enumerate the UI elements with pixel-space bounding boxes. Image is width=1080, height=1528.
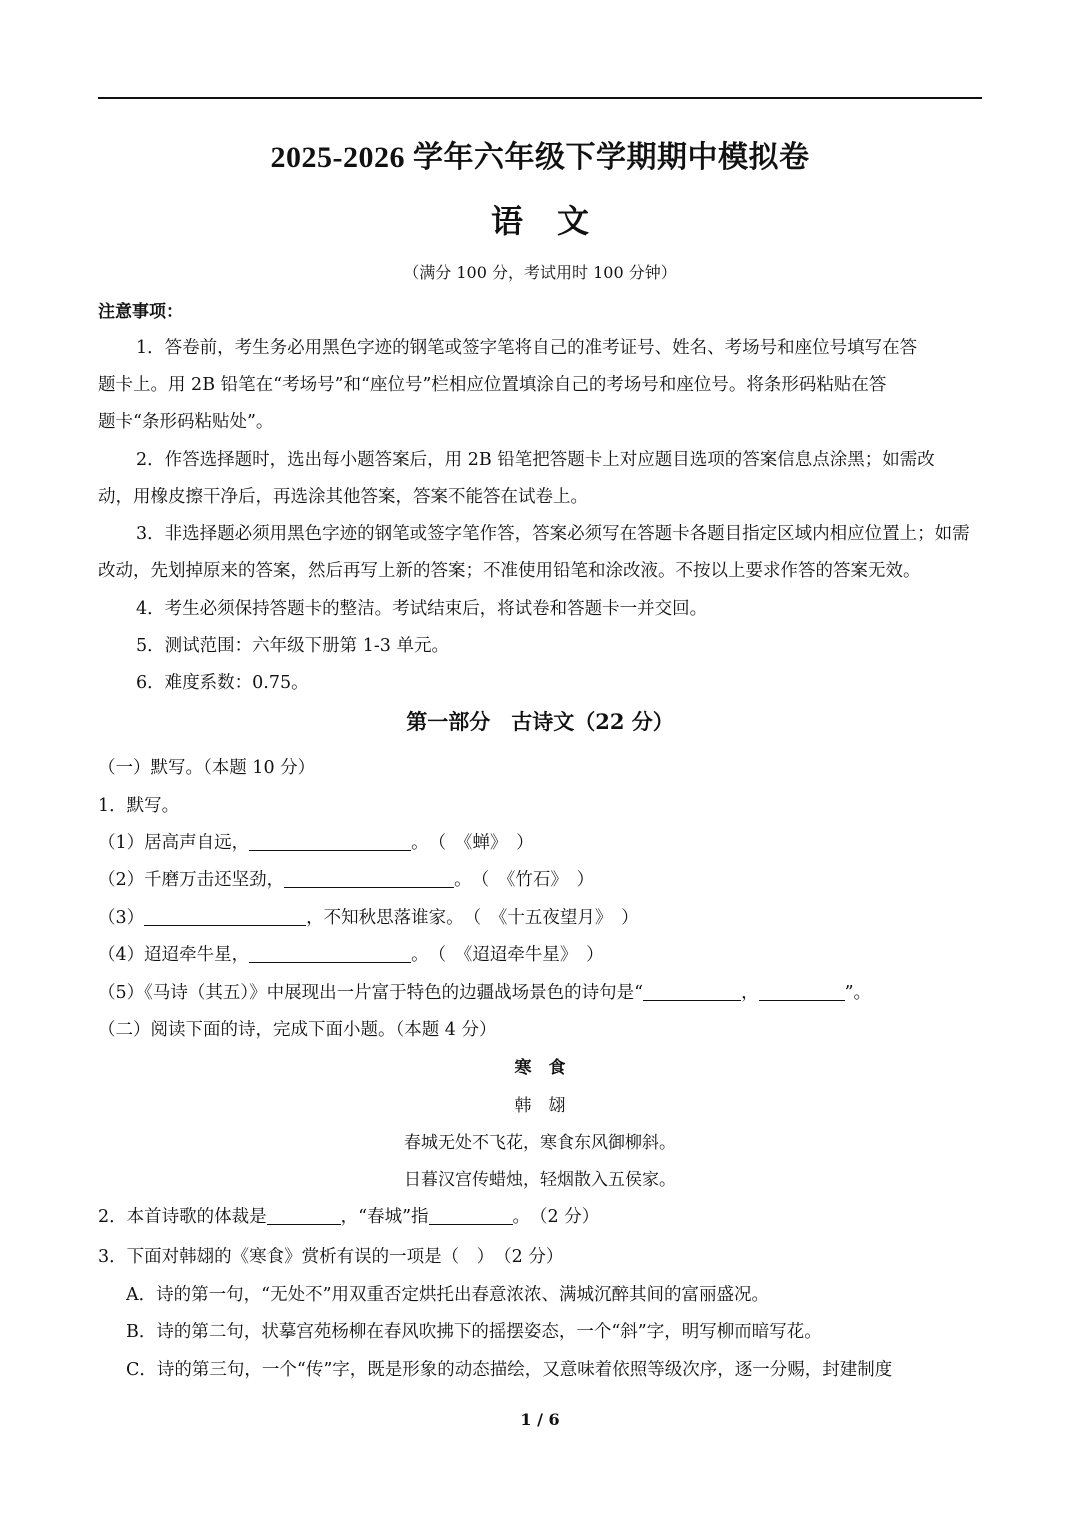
section-heading: （二）阅读下面的诗，完成下面小题。（本题 4 分）	[98, 1020, 497, 1040]
question-text: 。 （ 《竹石》 ）	[454, 870, 595, 890]
page-number: 1 / 6	[520, 1410, 560, 1429]
exam-meta: （满分 100 分，考试用时 100 分钟）	[403, 263, 677, 282]
answer-blank[interactable]	[643, 982, 741, 1001]
answer-blank[interactable]	[759, 982, 845, 1001]
option-a: A．诗的第一句，“无处不”用双重否定烘托出春意浓浓、满城沉醉其间的富丽盛况。	[126, 1285, 770, 1305]
exam-title: 2025-2026 学年六年级下学期期中模拟卷	[270, 141, 810, 174]
question-text: （3）	[98, 908, 145, 928]
poem-author: 韩 翃	[514, 1096, 566, 1116]
question-text: ，“春城”指	[340, 1207, 429, 1227]
question-1-5	[98, 979, 982, 1004]
question-1-1	[98, 829, 982, 854]
question-text: （2）千磨万击还坚劲，	[98, 870, 285, 890]
notice-line: 题卡上。用 2B 铅笔在“考场号”和“座位号”栏相应位置填涂自己的考场号和座位号。将条形码粘贴在答	[98, 375, 887, 395]
answer-blank[interactable]	[249, 944, 411, 963]
question-text: 。 （2 分）	[512, 1207, 600, 1227]
poem-line: 日暮汉宫传蜡烛，轻烟散入五侯家。	[404, 1170, 676, 1190]
subject-title: 语文	[490, 202, 623, 240]
notice-line: 4．考生必须保持答题卡的整洁。考试结束后，将试卷和答题卡一并交回。	[136, 599, 708, 619]
notice-line: 改动，先划掉原来的答案，然后再写上新的答案；不准使用铅笔和涂改液。不按以上要求作答的答案无效。	[98, 561, 921, 581]
answer-blank[interactable]	[249, 832, 411, 851]
question-text: 2．本首诗歌的体裁是	[98, 1207, 267, 1227]
notice-line: 动，用橡皮擦干净后，再选涂其他答案，答案不能答在试卷上。	[98, 487, 588, 507]
option-c: C．诗的第三句，一个“传”字，既是形象的动态描绘，又意味着依照等级次序，逐一分赐，封建制度	[126, 1360, 893, 1380]
question-1: 1．默写。	[98, 796, 180, 816]
question-text: 。 （ 《迢迢牵牛星》 ）	[411, 945, 604, 965]
notice-line: 题卡“条形码粘贴处”。	[98, 412, 274, 432]
question-3: 3．下面对韩翃的《寒食》赏析有误的一项是（ ） （2 分）	[98, 1247, 564, 1267]
option-b: B．诗的第二句，状摹宫苑杨柳在春风吹拂下的摇摆姿态，一个“斜”字，明写柳而暗写花。	[126, 1322, 822, 1342]
answer-blank[interactable]	[284, 869, 454, 888]
question-text: ，不知秋思落谁家。 （ 《十五夜望月》 ）	[306, 908, 639, 928]
question-text: （4）迢迢牵牛星，	[98, 945, 250, 965]
question-text: ”。	[844, 983, 872, 1003]
answer-blank[interactable]	[144, 907, 306, 926]
question-text: （1）居高声自远，	[98, 833, 250, 853]
answer-blank[interactable]	[267, 1206, 341, 1225]
question-1-3	[98, 904, 982, 929]
notice-line: 3．非选择题必须用黑色字迹的钢笔或签字笔作答，答案必须写在答题卡各题目指定区域内相应位置上；如需	[136, 524, 970, 544]
question-text: ，	[741, 983, 759, 1003]
question-text: （5）《马诗（其五）》中展现出一片富于特色的边疆战场景色的诗句是“	[98, 983, 644, 1003]
question-1-2	[98, 866, 982, 891]
notice-heading: 注意事项：	[98, 302, 183, 322]
question-2	[98, 1203, 982, 1228]
notice-line: 2．作答选择题时，选出每小题答案后，用 2B 铅笔把答题卡上对应题目选项的答案信息点涂黑；如需改	[136, 450, 935, 470]
question-text: 。 （ 《蝉》 ）	[411, 833, 534, 853]
question-1-4	[98, 941, 982, 966]
answer-blank[interactable]	[429, 1206, 513, 1225]
notice-line: 6．难度系数：0.75。	[136, 673, 309, 693]
poem-title: 寒 食	[514, 1058, 566, 1078]
part1-heading: 第一部分 古诗文（22 分）	[406, 709, 674, 734]
section-heading: （一）默写。（本题 10 分）	[98, 758, 316, 778]
notice-line: 1．答卷前，考生务必用黑色字迹的钢笔或签字笔将自己的准考证号、姓名、考场号和座位号填写在答	[136, 338, 918, 358]
poem-line: 春城无处不飞花，寒食东风御柳斜。	[404, 1133, 676, 1153]
notice-line: 5．测试范围：六年级下册第 1-3 单元。	[136, 636, 449, 656]
header-rule	[98, 97, 982, 99]
